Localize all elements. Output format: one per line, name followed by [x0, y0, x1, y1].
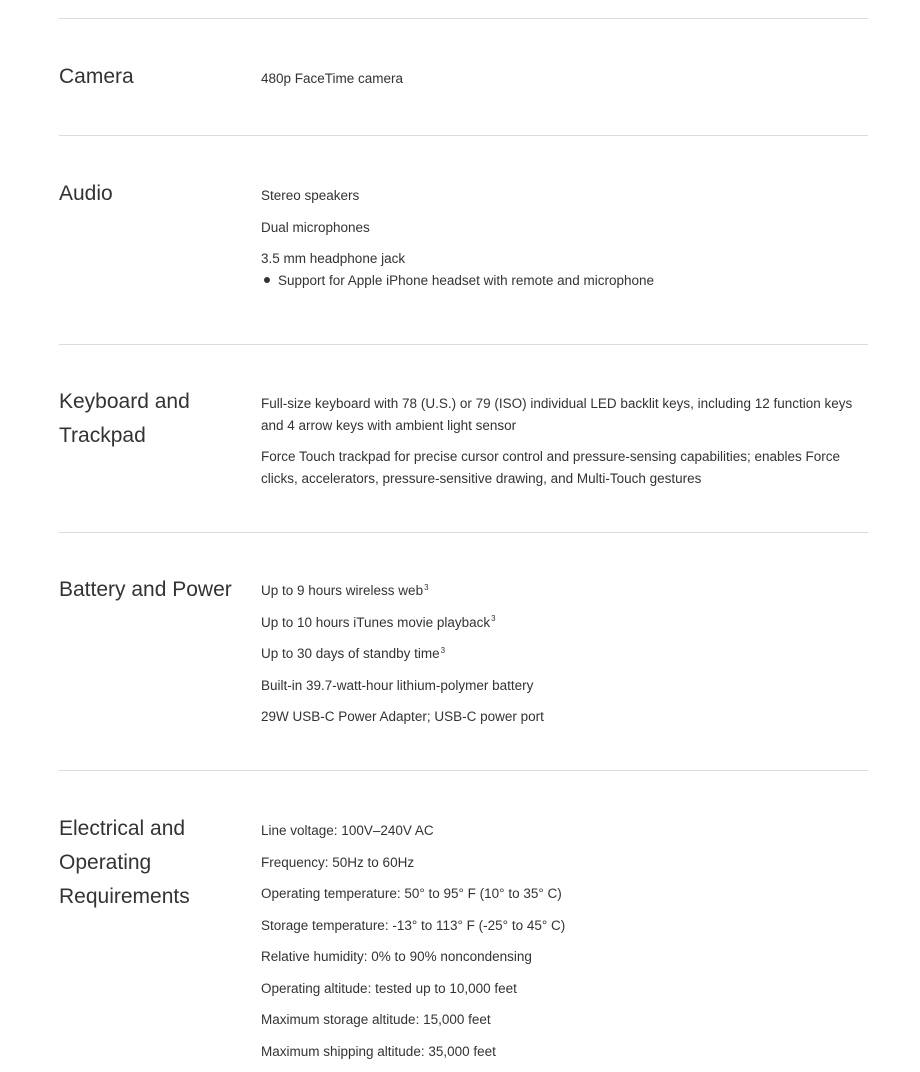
spec-item: Maximum shipping altitude: 35,000 feet	[261, 1043, 496, 1059]
heading-line: Keyboard and	[59, 390, 190, 413]
footnote-ref: 3	[424, 582, 429, 592]
spec-item: Full-size keyboard with 78 (U.S.) or 79 (ISO) individual LED backlit keys, including 12 function keys and 4 arrow keys with ambient light sensor	[261, 396, 853, 433]
spec-item	[261, 643, 861, 665]
spec-item-text: Up to 10 hours iTunes movie playback	[261, 614, 491, 630]
spec-item: Operating altitude: tested up to 10,000 feet	[261, 980, 517, 996]
footnote-ref: 3	[440, 645, 446, 655]
divider	[59, 344, 868, 345]
spec-item: Operating temperature: 50° to 95° F (10° to 35° C)	[261, 886, 562, 901]
spec-item: Frequency: 50Hz to 60Hz	[261, 854, 415, 870]
spec-item: Dual microphones	[261, 219, 370, 235]
spec-item	[261, 612, 861, 634]
sub-bullet-item	[261, 270, 861, 292]
section-heading-electrical	[59, 812, 249, 914]
section-heading-audio: Audio	[59, 182, 113, 205]
heading-line: Operating	[59, 851, 152, 874]
spec-item: Built-in 39.7-watt-hour lithium-polymer battery	[261, 677, 534, 693]
heading-line: Electrical and	[59, 817, 186, 840]
spec-item: Stereo speakers	[261, 188, 360, 203]
spec-item: 480p FaceTime camera	[261, 71, 404, 86]
spec-item	[261, 580, 861, 602]
spec-item: 29W USB-C Power Adapter; USB-C power port	[261, 709, 544, 724]
heading-line: Trackpad	[59, 424, 146, 447]
spec-item: Storage temperature: -13° to 113° F (-25° to 45° C)	[261, 917, 566, 933]
spec-item-text: Up to 30 days of standby time	[261, 646, 440, 661]
sub-bullet-text: Support for Apple iPhone headset with remote and microphone	[278, 272, 654, 288]
bullet-icon	[264, 277, 270, 283]
spec-item: Force Touch trackpad for precise cursor control and pressure-sensing capabilities; enables Force clicks, accelerators, pressure-sensitive drawing, and Multi-Touch gestures	[261, 449, 841, 486]
spec-item-with-sublist	[261, 248, 861, 291]
keyboard-spec-list	[261, 393, 861, 499]
spec-item-text: 3.5 mm headphone jack	[261, 251, 406, 266]
section-heading-keyboard	[59, 385, 249, 453]
section-heading-battery: Battery and Power	[59, 578, 232, 601]
divider	[59, 770, 868, 771]
spec-item: Maximum storage altitude: 15,000 feet	[261, 1012, 491, 1027]
spec-item-text: Up to 9 hours wireless web	[261, 583, 424, 598]
spec-item: Line voltage: 100V–240V AC	[261, 823, 434, 838]
battery-spec-list	[261, 580, 861, 738]
divider	[59, 135, 868, 136]
audio-spec-list	[261, 185, 861, 301]
heading-line: Requirements	[59, 885, 190, 908]
camera-spec-list	[261, 68, 861, 100]
section-heading-camera: Camera	[59, 65, 134, 88]
footnote-ref: 3	[491, 614, 496, 623]
divider	[59, 18, 868, 19]
spec-item: Relative humidity: 0% to 90% noncondensing	[261, 949, 532, 964]
electrical-spec-list	[261, 820, 861, 1072]
divider	[59, 532, 868, 533]
